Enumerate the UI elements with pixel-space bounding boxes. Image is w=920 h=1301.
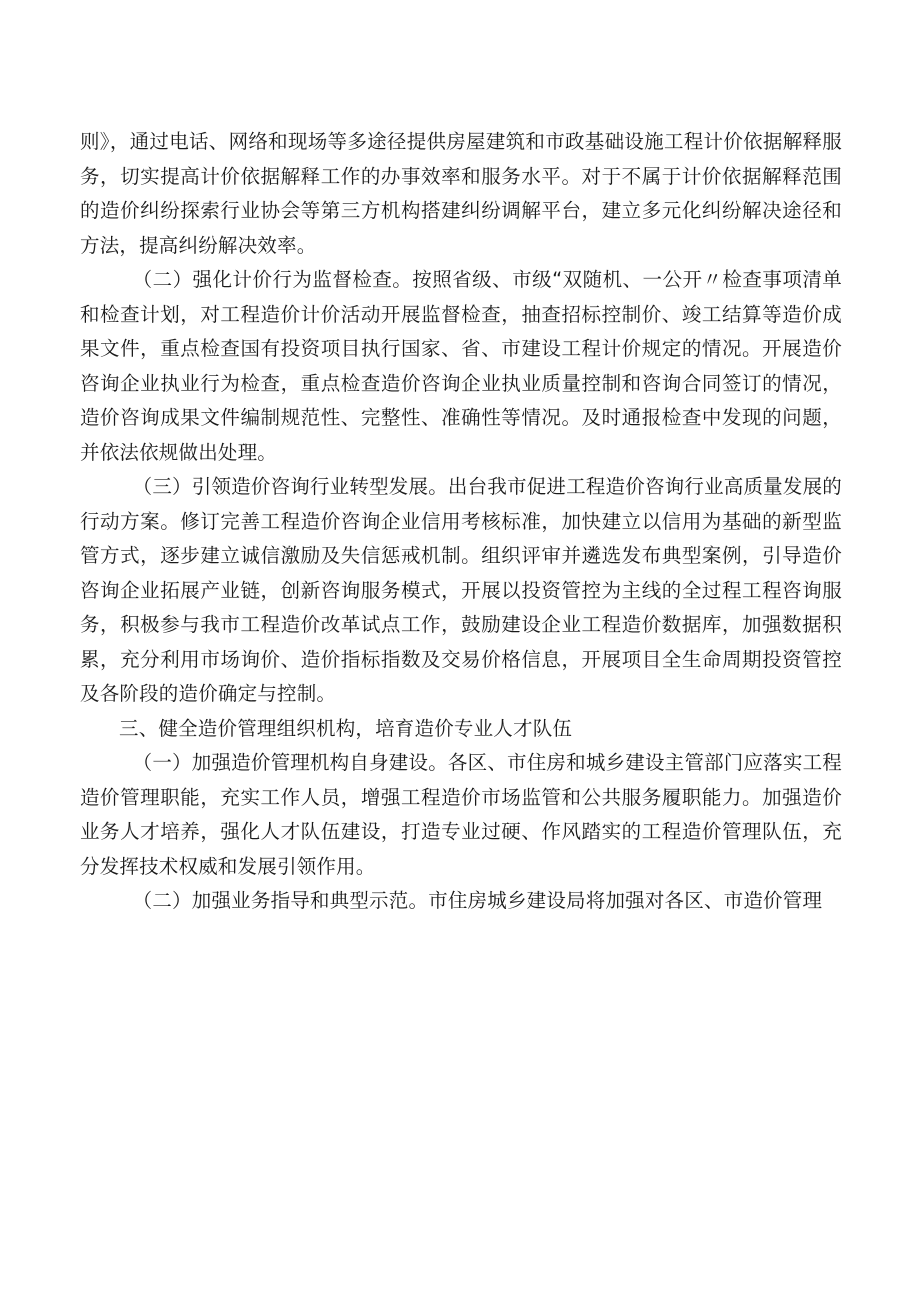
document-body — [80, 125, 842, 919]
paragraph-continuation: 则》，通过电话、网络和现场等多途径提供房屋建筑和市政基础设施工程计价依据解释服务，切实提高计价依据解释工作的办事效率和服务水平。对于不属于计价依据解释范围的造价纠纷探索行业协会等第三方机构搭建纠纷调解平台，建立多元化纠纷解决途径和方法，提高纠纷解决效率。 — [80, 130, 842, 257]
paragraph-industry-transformation: （三）引领造价咨询行业转型发展。出台我市促进工程造价咨询行业高质量发展的行动方案。修订完善工程造价咨询企业信用考核标准，加快建立以信用为基础的新型监管方式，逐步建立诚信激励及失信惩戒机制。组织评审并遴选发布典型案例，引导造价咨询企业拓展产业链，创新咨询服务模式，开展以投资管控为主线的全过程工程咨询服务，积极参与我市工程造价改革试点工作，鼓励建设企业工程造价数据库，加强数据积累，充分利用市场询价、造价指标指数及交易价格信息，开展项目全生命周期投资管控及各阶段的造价确定与控制。 — [80, 475, 842, 705]
paragraph-supervision-inspection: （二）强化计价行为监督检查。按照省级、市级“双随机、一公开〃检查事项清单和检查计划，对工程造价计价活动开展监督检查，抽查招标控制价、竣工结算等造价成果文件，重点检查国有投资项目执行国家、省、市建设工程计价规定的情况。开展造价咨询企业执业行为检查，重点检查造价咨询企业执业质量控制和咨询合同签订的情况，造价咨询成果文件编制规范性、完整性、准确性等情况。及时通报检查中发现的问题，并依法依规做出处理。 — [80, 268, 842, 464]
paragraph-guidance-demonstration: （二）加强业务指导和典型示范。市住房城乡建设局将加强对各区、市造价管理 — [132, 889, 823, 912]
section-heading-3: 三、健全造价管理组织机构，培育造价专业人才队伍 — [119, 716, 573, 740]
paragraph-organization-building: （一）加强造价管理机构自身建设。各区、市住房和城乡建设主管部门应落实工程造价管理职能，充实工作人员，增强工程造价市场监管和公共服务履职能力。加强造价业务人才培养，强化人才队伍建设，打造专业过硬、作风踏实的工程造价管理队伍，充分发挥技术权威和发展引领作用。 — [80, 751, 842, 878]
